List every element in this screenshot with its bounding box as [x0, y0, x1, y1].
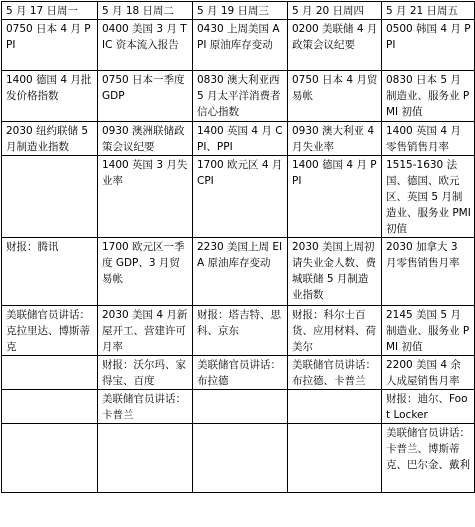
table-cell: 0930 澳洲联储政策会议纪要	[98, 122, 193, 156]
header-row	[2, 2, 475, 20]
table-cell: 1700 欧元区一季度 GDP、3 月贸易帐	[98, 238, 193, 306]
table-cell: 2030 加拿大 3 月零售销售月率	[382, 238, 475, 306]
day-header-thursday: 5 月 20 日周四	[288, 2, 382, 20]
table-cell: 美联储官员讲话：布拉德	[193, 356, 288, 390]
table-row	[2, 71, 475, 122]
table-cell: 美联储官员讲话：卡普兰、博斯蒂克、巴尔金、戴利	[382, 424, 475, 493]
day-header-friday: 5 月 21 日周五	[382, 2, 475, 20]
table-row	[2, 20, 475, 71]
table-row	[2, 238, 475, 306]
table-cell	[2, 390, 98, 424]
table-cell: 0400 美国 3 月 TIC 资本流入报告	[98, 20, 193, 71]
table-cell	[2, 424, 98, 493]
table-cell: 0930 澳大利亚 4 月失业率	[288, 122, 382, 156]
table-cell: 1400 英国 4 月 CPI、PPI	[193, 122, 288, 156]
table-row	[2, 424, 475, 493]
table-cell: 0830 日本 5 月制造业、服务业 PMI 初值	[382, 71, 475, 122]
table-cell: 1515-1630 法国、德国、欧元区、英国 5 月制造业、服务业 PMI 初值	[382, 156, 475, 238]
table-row	[2, 306, 475, 356]
day-header-wednesday: 5 月 19 日周三	[193, 2, 288, 20]
table-row	[2, 122, 475, 156]
table-cell: 财报：科尔士百货、应用材料、荷美尔	[288, 306, 382, 356]
table-cell: 2200 美国 4 余人成屋销售月率	[382, 356, 475, 390]
table-cell: 财报：沃尔玛、家得宝、百度	[98, 356, 193, 390]
table-cell: 0500 韩国 4 月 PPI	[382, 20, 475, 71]
table-cell: 0200 美联储 4 月政策会议纪要	[288, 20, 382, 71]
table-cell: 2030 纽约联储 5 月制造业指数	[2, 122, 98, 156]
day-header-tuesday: 5 月 18 日周二	[98, 2, 193, 20]
table-cell: 2030 美国上周初请失业金人数、费城联储 5 月制造业指数	[288, 238, 382, 306]
table-cell: 美联储官员讲话：卡普兰	[98, 390, 193, 424]
table-cell: 美联储官员讲话：布拉德、卡普兰	[288, 356, 382, 390]
weekly-economic-calendar-table	[1, 1, 475, 493]
table-cell: 1400 德国 4 月 PPI	[288, 156, 382, 238]
table-row	[2, 390, 475, 424]
table-cell: 美联储官员讲话：克拉里达、博斯蒂克	[2, 306, 98, 356]
table-cell: 0830 澳大利亚西 5 月太平洋消费者信心指数	[193, 71, 288, 122]
table-cell	[2, 156, 98, 238]
table-cell	[288, 424, 382, 493]
table-cell: 1400 英国 3 月失业率	[98, 156, 193, 238]
table-cell: 财报：迪尔、Foot Locker	[382, 390, 475, 424]
table-cell: 财报：腾讯	[2, 238, 98, 306]
table-cell: 0430 上周美国 API 原油库存变动	[193, 20, 288, 71]
table-cell: 2030 美国 4 月新屋开工、营建许可月率	[98, 306, 193, 356]
table-cell: 0750 日本一季度 GDP	[98, 71, 193, 122]
table-cell	[288, 390, 382, 424]
table-cell	[2, 356, 98, 390]
table-cell: 0750 日本 4 月 PPI	[2, 20, 98, 71]
table-cell: 1400 英国 4 月零售销售月率	[382, 122, 475, 156]
table-cell: 2230 美国上周 EIA 原油库存变动	[193, 238, 288, 306]
table-cell: 1400 德国 4 月批发价格指数	[2, 71, 98, 122]
table-cell	[193, 390, 288, 424]
day-header-monday: 5 月 17 日周一	[2, 2, 98, 20]
table-cell: 0750 日本 4 月贸易帐	[288, 71, 382, 122]
table-cell: 1700 欧元区 4 月 CPI	[193, 156, 288, 238]
table-row	[2, 356, 475, 390]
table-cell	[98, 424, 193, 493]
table-cell: 财报：塔吉特、思科、京东	[193, 306, 288, 356]
table-cell: 2145 美国 5 月制造业、服务业 PMI 初值	[382, 306, 475, 356]
table-row	[2, 156, 475, 238]
table-cell	[193, 424, 288, 493]
